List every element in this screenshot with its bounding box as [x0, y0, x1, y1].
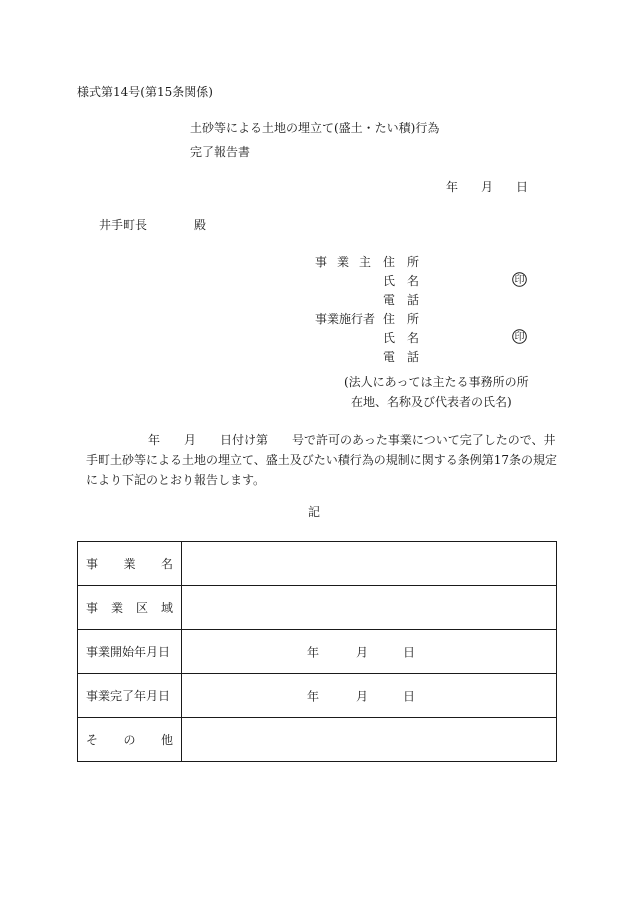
- label-char: 話: [406, 293, 419, 307]
- completion-date-field[interactable]: [182, 674, 557, 718]
- start-day-label: 日: [403, 645, 416, 659]
- ki-heading: 記: [308, 505, 321, 519]
- completion-day-label: 日: [403, 689, 416, 703]
- executor-phone-label: [383, 351, 419, 363]
- owner-seal-icon: [512, 272, 527, 289]
- label-char: 住: [383, 255, 396, 269]
- date-year-label: 年: [446, 180, 459, 194]
- addressee-name: 井手町長: [99, 218, 148, 232]
- label-char: 所: [406, 255, 419, 269]
- table-row: [78, 718, 557, 762]
- start-date-field[interactable]: [182, 630, 557, 674]
- business-owner-label: [315, 256, 371, 268]
- report-table: [77, 541, 557, 762]
- owner-phone-label: [383, 294, 419, 306]
- document-title-line1: 土砂等による土地の埋立て(盛土・たい積)行為: [190, 121, 440, 135]
- corporate-note-line1: (法人にあっては主たる事務所の所: [344, 375, 529, 389]
- start-month-label: 月: [356, 645, 369, 659]
- report-body: [86, 430, 558, 490]
- table-row: [78, 586, 557, 630]
- start-year-label: 年: [307, 645, 320, 659]
- seal-text: 印: [514, 275, 525, 287]
- corporate-note-line2: 在地、名称及び代表者の氏名): [351, 395, 512, 409]
- form-number: 様式第14号(第15条関係): [77, 85, 213, 99]
- body-month: 月: [184, 433, 197, 447]
- label-char: 話: [406, 350, 419, 364]
- document-title-line2: 完了報告書: [190, 145, 251, 159]
- business-owner-char: 業: [336, 255, 349, 269]
- date-month-label: 月: [481, 180, 494, 194]
- table-row: [78, 674, 557, 718]
- label-char: 電: [383, 293, 396, 307]
- business-owner-char: 事: [315, 255, 328, 269]
- body-permit-text: 号で許可のあった事業について完了したので、井: [292, 433, 556, 447]
- label-char: 名: [406, 331, 419, 345]
- business-owner-char: 主: [358, 255, 371, 269]
- executor-label: 事業施行者: [315, 312, 376, 326]
- report-body-line2: 手町土砂等による土地の埋立て、盛土及びたい積行為の規制に関する条例第17条の規定: [86, 453, 558, 467]
- label-char: 電: [383, 350, 396, 364]
- executor-name-label: [383, 332, 419, 344]
- row-label-project-name: 事 業 名: [78, 542, 182, 586]
- other-field[interactable]: [182, 718, 557, 762]
- executor-address-label: [383, 313, 419, 325]
- body-year: 年: [148, 433, 161, 447]
- body-permit-date: 日付け第: [220, 433, 269, 447]
- row-label-other: そ の 他: [78, 718, 182, 762]
- project-name-field[interactable]: [182, 542, 557, 586]
- owner-address-label: [383, 256, 419, 268]
- seal-text: 印: [514, 332, 525, 344]
- completion-month-label: 月: [356, 689, 369, 703]
- row-label-start-date: 事業開始年月日: [78, 630, 182, 674]
- label-char: 所: [406, 312, 419, 326]
- row-label-project-area: 事 業 区 域: [78, 586, 182, 630]
- row-label-completion-date: 事業完了年月日: [78, 674, 182, 718]
- label-char: 氏: [383, 331, 396, 345]
- label-char: 氏: [383, 274, 396, 288]
- table-row: [78, 542, 557, 586]
- table-row: [78, 630, 557, 674]
- project-area-field[interactable]: [182, 586, 557, 630]
- report-body-line3: により下記のとおり報告します。: [86, 473, 266, 487]
- report-body-line1: [86, 430, 556, 450]
- owner-name-label: [383, 275, 419, 287]
- label-char: 名: [406, 274, 419, 288]
- label-char: 住: [383, 312, 396, 326]
- completion-year-label: 年: [307, 689, 320, 703]
- addressee-honorific: 殿: [194, 218, 207, 232]
- executor-seal-icon: [512, 329, 527, 346]
- date-day-label: 日: [516, 180, 529, 194]
